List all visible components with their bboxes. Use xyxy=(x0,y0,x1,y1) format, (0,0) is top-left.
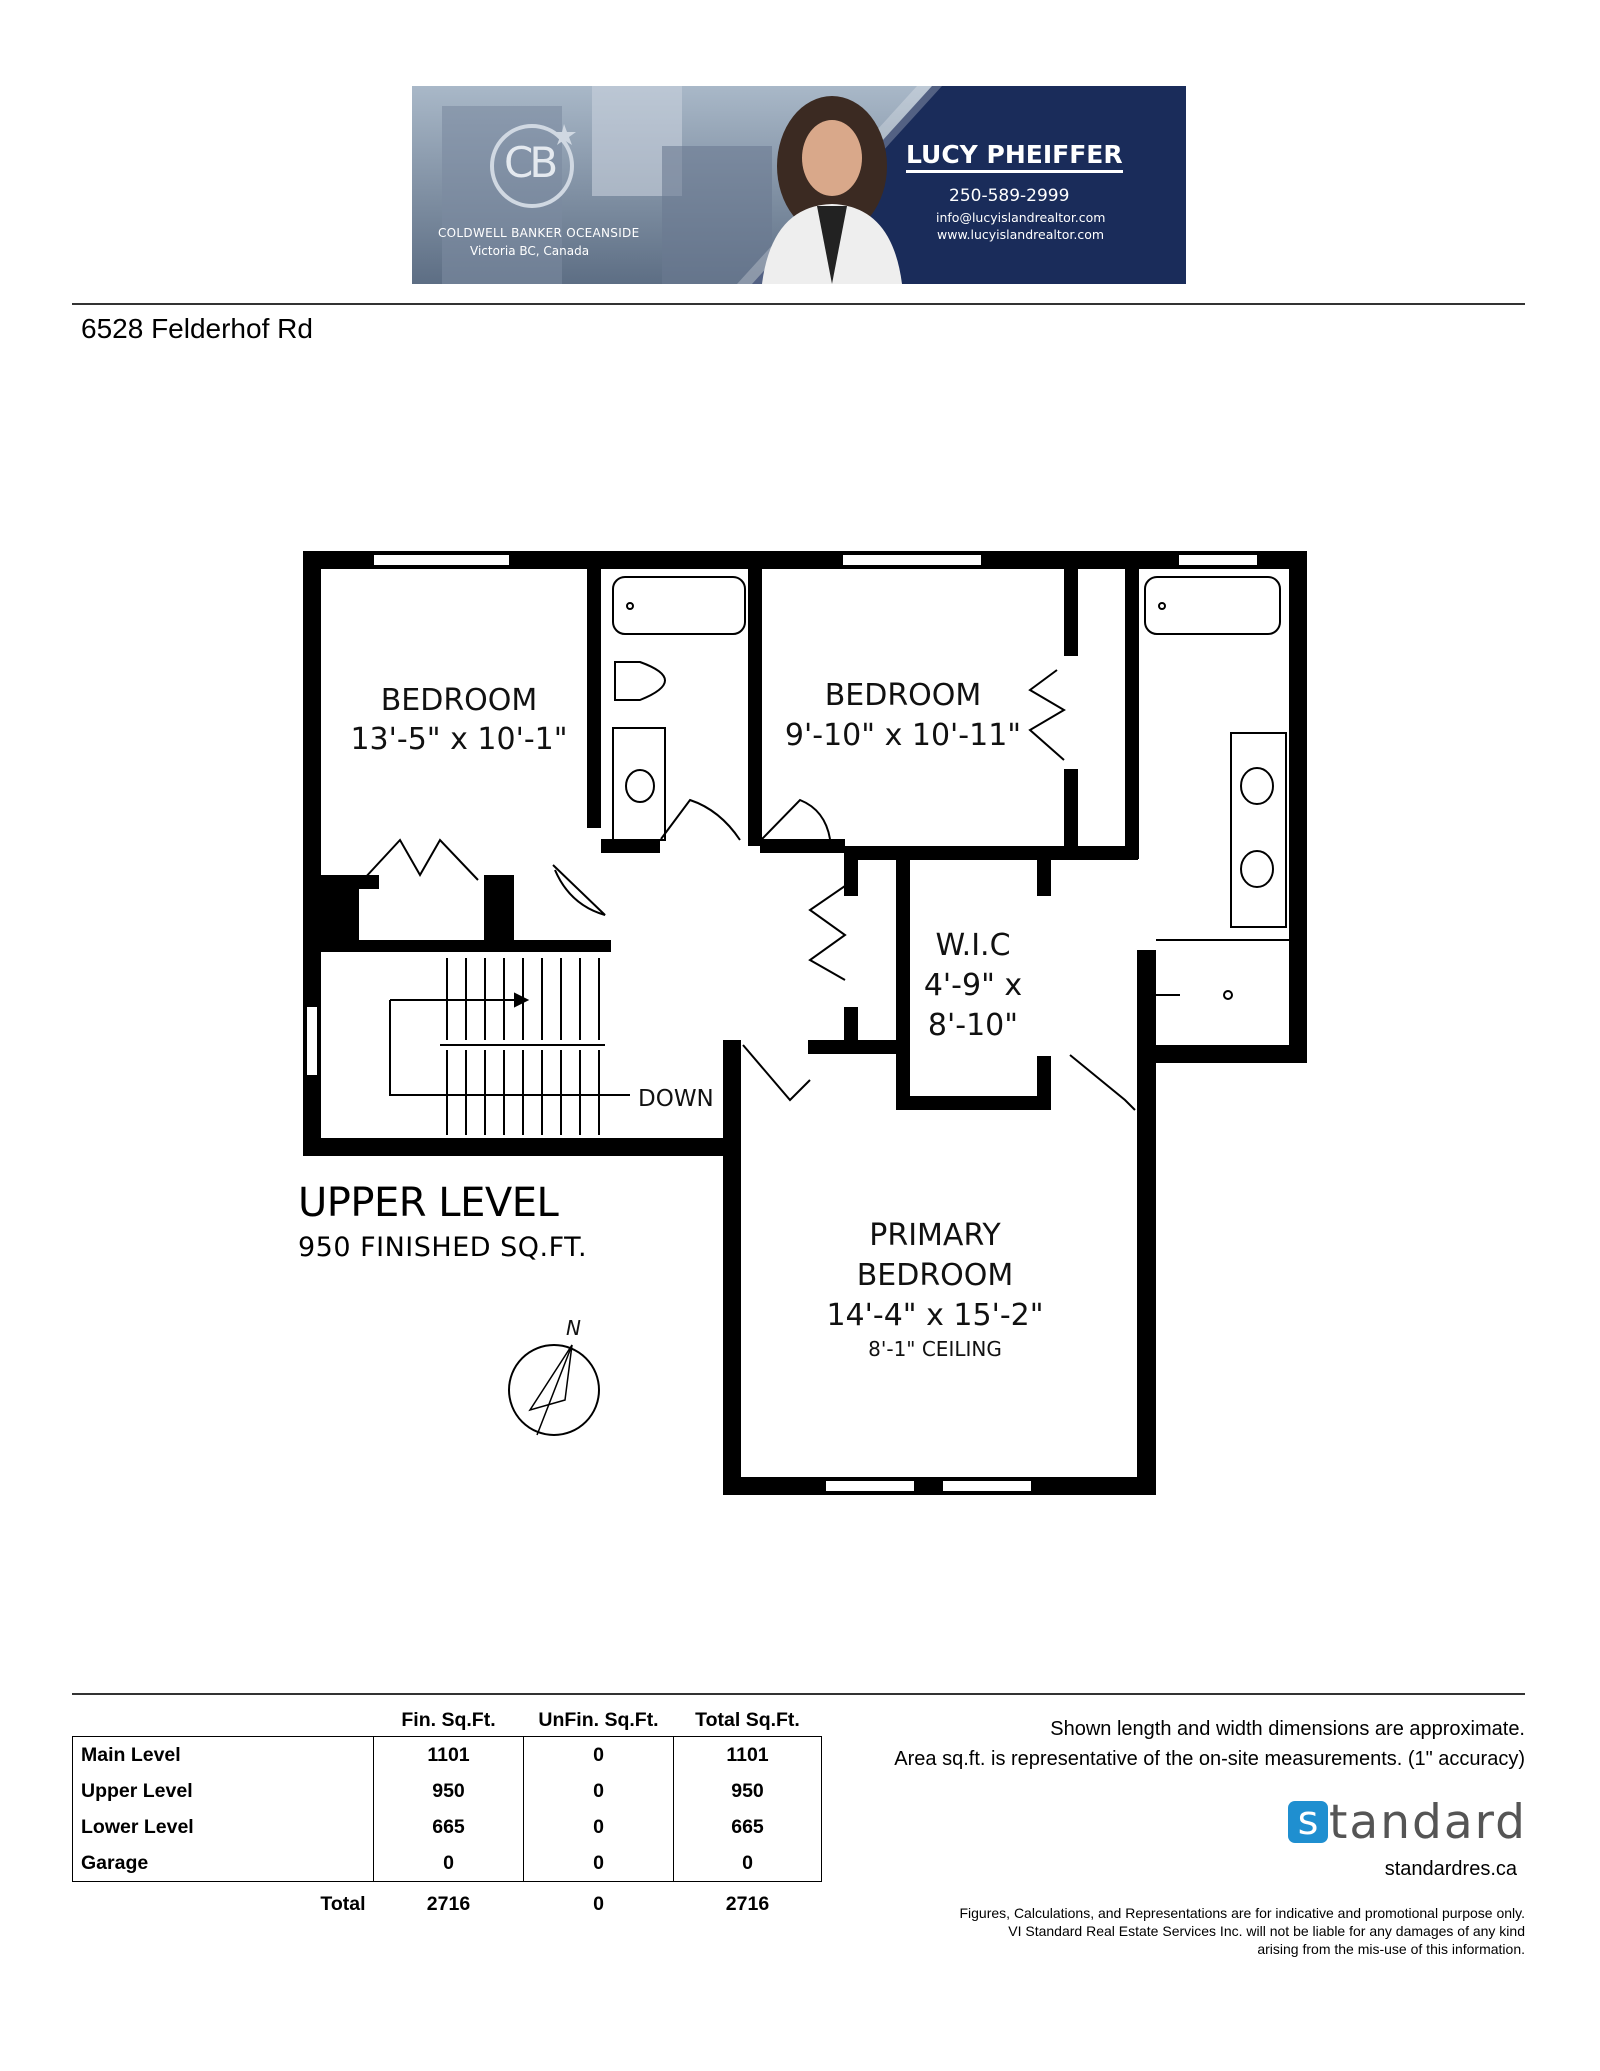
row-unfin: 0 xyxy=(524,1773,674,1809)
brokerage-name: COLDWELL BANKER OCEANSIDE xyxy=(438,226,640,240)
wic-name: W.I.C xyxy=(935,928,1011,963)
stairs-down-label: DOWN xyxy=(638,1086,714,1112)
disclaimer-line1: Figures, Calculations, and Representations are for indicative and promotional purpose only. xyxy=(959,1905,1525,1921)
row-name: Upper Level xyxy=(73,1773,374,1809)
wic-dims-line2: 8'-10" xyxy=(927,1008,1019,1043)
total-label: Total xyxy=(320,1892,366,1915)
table-row xyxy=(73,1737,822,1774)
standard-logo xyxy=(1288,1794,1527,1850)
logo-s-mark: s xyxy=(1288,1801,1328,1843)
brokerage-location: Victoria BC, Canada xyxy=(470,244,590,258)
compass-icon xyxy=(509,1345,599,1435)
total-unfin: 0 xyxy=(593,1892,604,1915)
total-total: 2716 xyxy=(725,1892,770,1915)
agent-name: LUCY PHEIFFER xyxy=(906,140,1123,173)
table-row xyxy=(73,1773,822,1809)
agent-email: info@lucyislandrealtor.com xyxy=(936,210,1106,225)
vanity-icon xyxy=(613,728,665,840)
row-total: 0 xyxy=(674,1845,822,1882)
row-name: Garage xyxy=(73,1845,374,1882)
staircase xyxy=(390,958,630,1135)
disclaimer xyxy=(825,1904,1525,1958)
total-fin: 2716 xyxy=(426,1892,471,1915)
wic-dims-line1: 4'-9" x xyxy=(923,968,1023,1003)
header-unfin: UnFin. Sq.Ft. xyxy=(538,1708,659,1731)
primary-name-line2: BEDROOM xyxy=(856,1258,1014,1293)
row-total: 665 xyxy=(674,1809,822,1845)
row-unfin: 0 xyxy=(524,1809,674,1845)
logo-url: standardres.ca xyxy=(1384,1858,1517,1880)
primary-name-line1: PRIMARY xyxy=(869,1218,1001,1253)
row-fin: 0 xyxy=(374,1845,524,1882)
cb-logo-text: CB xyxy=(504,138,555,187)
primary-dims: 14'-4" x 15'-2" xyxy=(826,1298,1044,1333)
row-fin: 950 xyxy=(374,1773,524,1809)
header-total: Total Sq.Ft. xyxy=(695,1708,800,1731)
toilet-icon xyxy=(615,662,665,700)
agent-website: www.lucyislandrealtor.com xyxy=(937,227,1105,242)
row-fin: 665 xyxy=(374,1809,524,1845)
row-total: 950 xyxy=(674,1773,822,1809)
level-subtitle: 950 FINISHED SQ.FT. xyxy=(298,1232,588,1263)
bedroom1-name: BEDROOM xyxy=(380,683,538,718)
dimensions-note: Shown length and width dimensions are approximate. xyxy=(1050,1718,1525,1740)
bedroom1-dims: 13'-5" x 10'-1" xyxy=(350,722,568,757)
row-fin: 1101 xyxy=(374,1737,524,1774)
table-row xyxy=(73,1845,822,1882)
level-title: UPPER LEVEL xyxy=(298,1180,559,1226)
sqft-table xyxy=(72,1704,822,1926)
bottom-divider xyxy=(72,1693,1525,1695)
row-name: Main Level xyxy=(73,1737,374,1774)
row-unfin: 0 xyxy=(524,1737,674,1774)
row-total: 1101 xyxy=(674,1737,822,1774)
row-unfin: 0 xyxy=(524,1845,674,1882)
table-row xyxy=(73,1809,822,1845)
logo-wordmark: tandard xyxy=(1329,1794,1527,1850)
area-note: Area sq.ft. is representative of the on-site measurements. (1" accuracy) xyxy=(894,1748,1525,1770)
property-address: 6528 Felderhof Rd xyxy=(81,313,313,344)
disclaimer-line2: VI Standard Real Estate Services Inc. will not be liable for any damages of any kind xyxy=(1008,1923,1525,1939)
bedroom2-dims: 9'-10" x 10'-11" xyxy=(784,718,1022,753)
total-row xyxy=(73,1882,822,1927)
row-name: Lower Level xyxy=(73,1809,374,1845)
header-fin: Fin. Sq.Ft. xyxy=(401,1708,496,1731)
compass-north-label: N xyxy=(566,1316,581,1340)
disclaimer-line3: arising from the mis-use of this information. xyxy=(1257,1941,1525,1957)
primary-ceiling: 8'-1" CEILING xyxy=(868,1337,1002,1361)
agent-phone: 250-589-2999 xyxy=(949,186,1070,206)
bedroom2-name: BEDROOM xyxy=(824,678,982,713)
double-vanity-icon xyxy=(1231,733,1286,927)
